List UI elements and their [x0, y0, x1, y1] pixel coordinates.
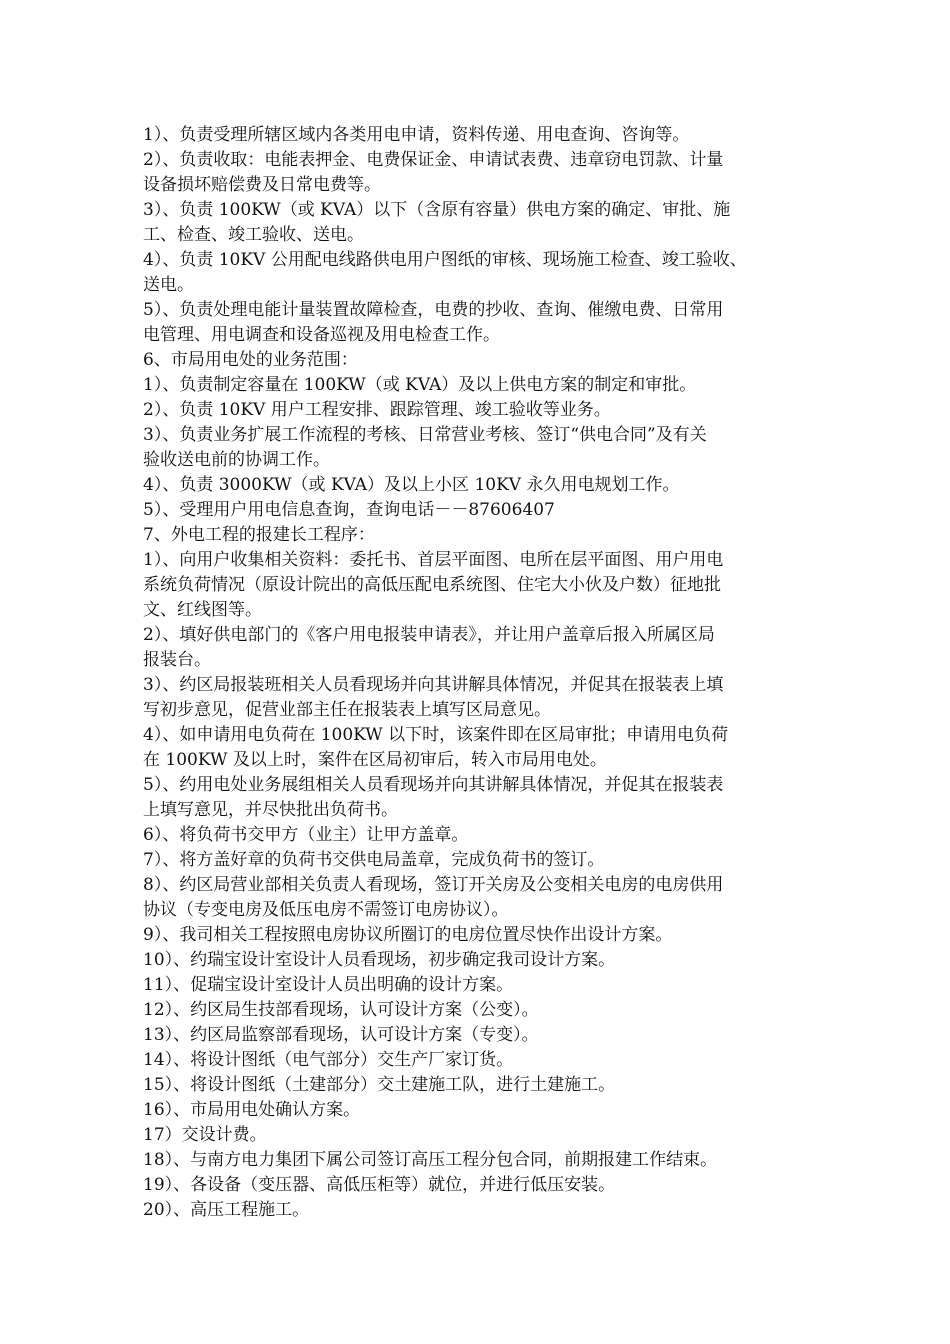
text-line: 11）、促瑞宝设计室设计人员出明确的设计方案。: [143, 975, 514, 995]
text-line: 3）、负责 100KW（或 KVA）以下（含原有容量）供电方案的确定、审批、施: [143, 200, 731, 220]
text-line: 8）、约区局营业部相关负责人看现场，签订开关房及公变相关电房的电房供用: [143, 875, 724, 895]
text-line: 报装台。: [143, 650, 211, 670]
text-line: 9）、我司相关工程按照电房协议所圈订的电房位置尽快作出设计方案。: [143, 925, 673, 945]
text-line: 验收送电前的协调工作。: [143, 450, 330, 470]
text-line: 文、红线图等。: [143, 600, 262, 620]
document-body: [143, 123, 827, 1223]
text-line: 设备损坏赔偿费及日常电费等。: [143, 175, 381, 195]
text-line: 6）、将负荷书交甲方（业主）让甲方盖章。: [143, 825, 469, 845]
text-line: 13）、约区局监察部看现场，认可设计方案（专变）。: [143, 1025, 539, 1045]
text-line: 20）、高压工程施工。: [143, 1200, 310, 1220]
text-line: 1）、向用户收集相关资料：委托书、首层平面图、电所在层平面图、用户用电: [143, 550, 724, 570]
text-line: 16）、市局用电处确认方案。: [143, 1100, 361, 1120]
text-line: 2）、负责收取：电能表押金、电费保证金、申请试表费、违章窃电罚款、计量: [143, 150, 724, 170]
text-line: 2）、填好供电部门的《客户用电报装申请表》，并让用户盖章后报入所属区局: [143, 625, 715, 645]
text-line: 电管理、用电调查和设备巡视及用电检查工作。: [143, 325, 500, 345]
text-line: 写初步意见，促营业部主任在报装表上填写区局意见。: [143, 700, 551, 720]
text-line: 系统负荷情况（原设计院出的高低压配电系统图、住宅大小伙及户数）征地批: [143, 575, 721, 595]
text-line: 上填写意见，并尽快批出负荷书。: [143, 800, 398, 820]
section-heading: 7、外电工程的报建长工程序：: [143, 525, 375, 545]
text-line: 送电。: [143, 275, 194, 295]
text-line: 3）、约区局报装班相关人员看现场并向其讲解具体情况，并促其在报装表上填: [143, 675, 724, 695]
text-line: 1）、负责制定容量在 100KW（或 KVA）及以上供电方案的制定和审批。: [143, 375, 697, 395]
text-line: 10）、约瑞宝设计室设计人员看现场，初步确定我司设计方案。: [143, 950, 616, 970]
text-line: 4）、负责 10KV 公用配电线路供电用户图纸的审核、现场施工检查、竣工验收、: [143, 250, 747, 270]
text-line: 12）、约区局生技部看现场，认可设计方案（公变）。: [143, 1000, 539, 1020]
text-line: 14）、将设计图纸（电气部分）交生产厂家订货。: [143, 1050, 514, 1070]
text-line: 5）、负责处理电能计量装置故障检查，电费的抄收、查询、催缴电费、日常用: [143, 300, 724, 320]
text-line: 7）、将方盖好章的负荷书交供电局盖章，完成负荷书的签订。: [143, 850, 605, 870]
text-line: 在 100KW 及以上时，案件在区局初审后，转入市局用电处。: [143, 750, 607, 770]
text-line: 2）、负责 10KV 用户工程安排、跟踪管理、竣工验收等业务。: [143, 400, 611, 420]
text-line: 19）、各设备（变压器、高低压柜等）就位，并进行低压安装。: [143, 1175, 616, 1195]
text-line: 5）、约用电处业务展组相关人员看现场并向其讲解具体情况，并促其在报装表: [143, 775, 724, 795]
text-line: 18）、与南方电力集团下属公司签订高压工程分包合同，前期报建工作结束。: [143, 1150, 718, 1170]
text-line: 协议（专变电房及低压电房不需签订电房协议）。: [143, 900, 509, 920]
text-line: 15）、将设计图纸（土建部分）交土建施工队，进行土建施工。: [143, 1075, 616, 1095]
text-line: 工、检查、竣工验收、送电。: [143, 225, 364, 245]
text-line: 4）、如申请用电负荷在 100KW 以下时，该案件即在区局审批；申请用电负荷: [143, 725, 729, 745]
text-line: 1）、负责受理所辖区域内各类用电申请，资料传递、用电查询、咨询等。: [143, 125, 690, 145]
text-line: 4）、负责 3000KW（或 KVA）及以上小区 10KV 永久用电规划工作。: [143, 475, 680, 495]
text-line: 3）、负责业务扩展工作流程的考核、日常营业考核、签订“供电合同”及有关: [143, 425, 707, 445]
text-line: 5）、受理用户用电信息查询，查询电话－－87606407: [143, 500, 555, 520]
section-heading: 6、市局用电处的业务范围：: [143, 350, 358, 370]
text-line: 17）交设计费。: [143, 1125, 267, 1145]
